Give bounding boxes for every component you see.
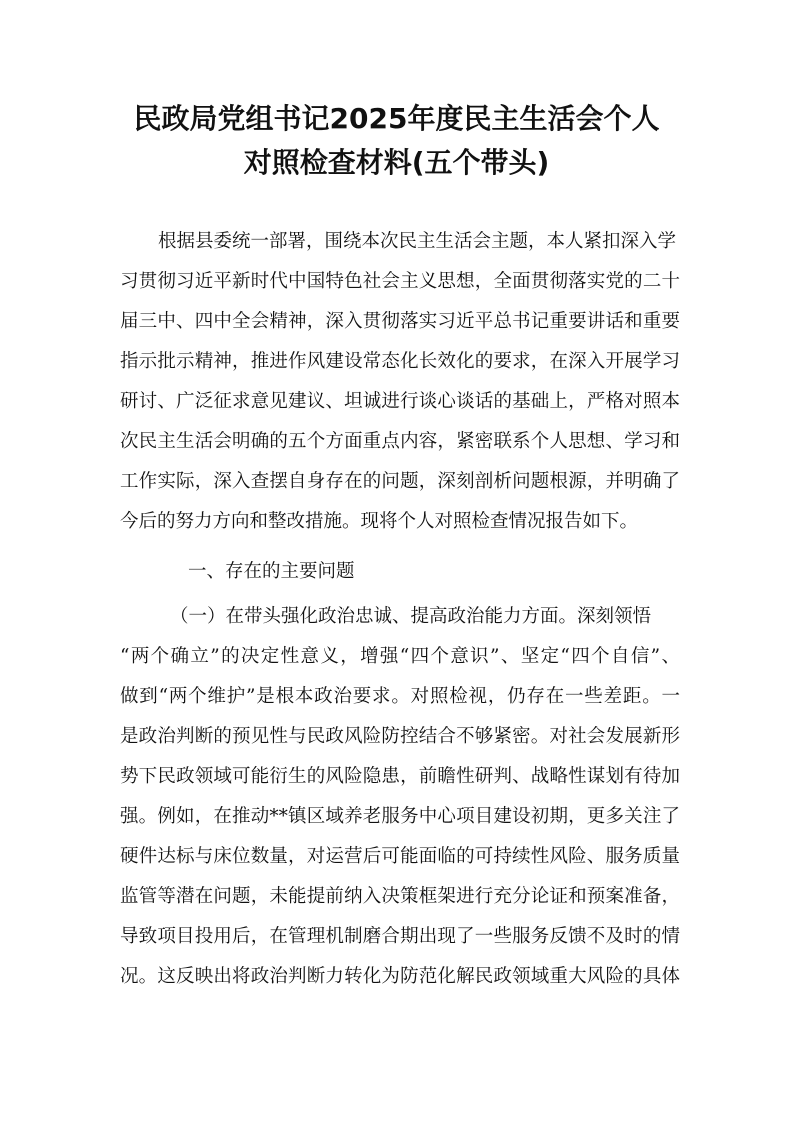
paragraph-1-line-1: 根据县委统一部署，围绕本次民主生活会主题，本人紧扣深入学 [158, 231, 677, 252]
paragraph-1-line-4: 指示批示精神，推进作风建设常态化长效化的要求，在深入开展学习 [120, 351, 680, 372]
paragraph-2-line-6: 强。例如，在推动**镇区域养老服务中心项目建设初期，更多关注了 [120, 806, 680, 827]
document-title-line-1: 民政局党组书记2025年度民主生活会个人 [133, 102, 660, 135]
paragraph-2-line-7: 硬件达标与床位数量，对运营后可能面临的可持续性风险、服务质量 [120, 846, 680, 867]
section-heading: 一、存在的主要问题 [188, 561, 355, 582]
paragraph-1-line-5: 研讨、广泛征求意见建议、坦诚进行谈心谈话的基础上，严格对照本 [120, 391, 680, 412]
paragraph-2-line-10: 况。这反映出将政治判断力转化为防范化解民政领域重大风险的具体 [120, 966, 680, 987]
paragraph-2-line-5: 势下民政领域可能衍生的风险隐患，前瞻性研判、战略性谋划有待加 [120, 766, 680, 787]
paragraph-2-line-9: 导致项目投用后，在管理机制磨合期出现了一些服务反馈不及时的情 [120, 926, 680, 947]
paragraph-1-line-2: 习贯彻习近平新时代中国特色社会主义思想，全面贯彻落实党的二十 [120, 271, 680, 292]
paragraph-1-line-3: 届三中、四中全会精神，深入贯彻落实习近平总书记重要讲话和重要 [120, 311, 680, 332]
paragraph-2-line-2: “两个确立”的决定性意义，增强“四个意识”、坚定“四个自信”、 [120, 646, 680, 667]
paragraph-1-line-8: 今后的努力方向和整改措施。现将个人对照检查情况报告如下。 [120, 511, 639, 532]
paragraph-2-line-4: 是政治判断的预见性与民政风险防控结合不够紧密。对社会发展新形 [120, 726, 680, 747]
paragraph-2-line-3: 做到“两个维护”是根本政治要求。对照检视，仍存在一些差距。一 [120, 686, 680, 707]
document-title-line-2: 对照检查材料(五个带头) [243, 146, 550, 179]
paragraph-1-line-7: 工作实际，深入查摆自身存在的问题，深刻剖析问题根源，并明确了 [120, 471, 680, 492]
paragraph-2-line-8: 监管等潜在问题，未能提前纳入决策框架进行充分论证和预案准备， [120, 886, 680, 907]
paragraph-1-line-6: 次民主生活会明确的五个方面重点内容，紧密联系个人思想、学习和 [120, 431, 680, 452]
paragraph-2-line-1: （一）在带头强化政治忠诚、提高政治能力方面。深刻领悟 [170, 606, 652, 627]
